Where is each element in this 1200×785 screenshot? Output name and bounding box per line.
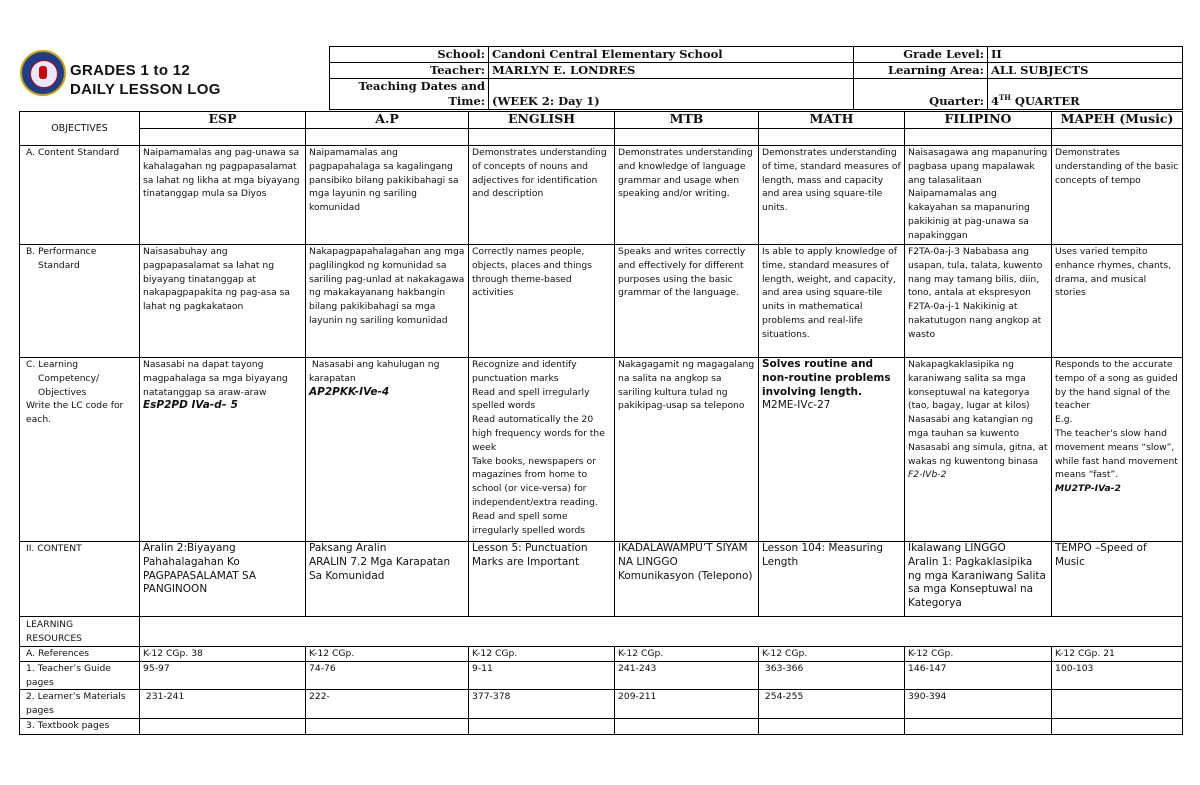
teacher-label: Teacher: <box>330 63 489 79</box>
learners-materials-english: 377-378 <box>469 690 615 719</box>
teachers-guide-esp: 95-97 <box>140 661 306 690</box>
learning-competency-esp-code: EsP2PD IVa-d– 5 <box>143 399 238 412</box>
references-filipino: K-12 CGp. <box>905 647 1052 662</box>
teacher-value: MARLYN E. LONDRES <box>489 63 854 79</box>
teaching-dates-label-line-2: Time: <box>448 94 485 108</box>
content-row <box>20 542 1183 617</box>
quarter-label: Quarter: <box>854 79 988 110</box>
performance-standard-english: Correctly names people, objects, places and things through theme-based activities <box>469 245 615 358</box>
teaching-dates-label-line-1: Teaching Dates and <box>358 79 485 93</box>
learning-competency-label <box>20 358 140 542</box>
textbook-ap <box>306 718 469 734</box>
grade-level-label: Grade Level: <box>854 47 988 63</box>
title-line-2: DAILY LESSON LOG <box>70 81 221 98</box>
learning-competency-esp-text: Nasasabi na dapat tayong magpahalaga sa mga biyayang natatanggap sa araw-araw <box>143 359 288 398</box>
learners-materials-mapeh <box>1052 690 1183 719</box>
performance-standard-label <box>20 245 140 358</box>
learning-competency-english: Recognize and identify punctuation marks Read and spell irregularly spelled words Read automatically the 20 high frequency words for the week Take books, newspapers or magazines from home to school (or vice-versa) for independent/extra reading. Read and spell some irregularly spelled words <box>469 358 615 542</box>
deped-seal-logo <box>20 50 66 96</box>
learning-competency-label-line-2: Competency/ <box>38 372 100 384</box>
learning-area-label: Learning Area: <box>854 63 988 79</box>
learners-materials-ap: 222- <box>306 690 469 719</box>
learning-competency-filipino <box>905 358 1052 542</box>
content-standard-esp: Naipamamalas ang pag-unawa sa kahalagahan ng pagpapasalamat sa lahat ng likha at mga biyayang tinatanggap mula sa Diyos <box>140 146 306 245</box>
teachers-guide-row <box>20 661 1183 690</box>
content-standard-mapeh: Demonstrates understanding of the basic concepts of tempo <box>1052 146 1183 245</box>
subject-math: MATH <box>759 112 905 129</box>
subject-filipino: FILIPINO <box>905 112 1052 129</box>
content-math: Lesson 104: Measuring Length <box>759 542 905 617</box>
quarter-superscript: TH <box>999 93 1011 103</box>
textbook-english <box>469 718 615 734</box>
learning-competency-row <box>20 358 1183 542</box>
references-math: K-12 CGp. <box>759 647 905 662</box>
learning-competency-math-code: M2ME-IVc-27 <box>762 399 831 412</box>
content-standard-mtb: Demonstrates understanding and knowledge of language grammar and usage when speaking and/or writing. <box>615 146 759 245</box>
teachers-guide-mtb: 241-243 <box>615 661 759 690</box>
learning-competency-mapeh-code: MU2TP-IVa-2 <box>1055 483 1121 495</box>
performance-standard-filipino: F2TA-0a-j-3 Nababasa ang usapan, tula, talata, kuwento nang may tamang bilis, diin, tono, antala at ekspresyon F2TA-0a-j-1 Nakikinig at nakatutugon nang angkop at wasto <box>905 245 1052 358</box>
references-english: K-12 CGp. <box>469 647 615 662</box>
content-standard-row <box>20 146 1183 245</box>
learning-competency-math-text: Solves routine and non-routine problems involving length. <box>762 358 891 398</box>
content-ap: Paksang Aralin ARALIN 7.2 Mga Karapatan Sa Komunidad <box>306 542 469 617</box>
learning-competency-label-line-4: Write the LC code for each. <box>26 400 124 426</box>
content-english: Lesson 5: Punctuation Marks are Important <box>469 542 615 617</box>
learning-competency-label-line-3: Objectives <box>38 386 87 398</box>
learning-competency-filipino-code: F2-IVb-2 <box>908 469 947 481</box>
school-value: Candoni Central Elementary School <box>489 47 854 63</box>
learning-resources-row <box>20 617 1183 647</box>
learning-resources-label-line-1: LEARNING <box>26 619 74 631</box>
learning-competency-math <box>759 358 905 542</box>
learners-materials-label <box>20 690 140 719</box>
document-title <box>70 61 221 99</box>
references-label: A. References <box>20 647 140 662</box>
subject-mapeh: MAPEH (Music) <box>1052 112 1183 129</box>
learning-competency-mapeh-text: Responds to the accurate tempo of a song as guided by the hand signal of the teacher E.g. The teacher's slow hand movement means “slow”, while fast hand movement means “fast”. <box>1055 359 1178 481</box>
teachers-guide-math: 363-366 <box>759 661 905 690</box>
learning-competency-mapeh <box>1052 358 1183 542</box>
learning-competency-ap <box>306 358 469 542</box>
content-standard-label: A. Content Standard <box>20 146 140 245</box>
learning-competency-mtb: Nakagagamit ng magagalang na salita na angkop sa sariling kultura tulad ng pakikipag-usap sa telepono <box>615 358 759 542</box>
content-standard-filipino: Naisasagawa ang mapanuring pagbasa upang mapalawak ang talasalitaan Naipamamalas ang kakayahan sa mapanuring pakikinig at pag-unawa sa napakinggan <box>905 146 1052 245</box>
references-row <box>20 647 1183 662</box>
content-label: II. CONTENT <box>20 542 140 617</box>
teachers-guide-english: 9-11 <box>469 661 615 690</box>
content-filipino: Ikalawang LINGGO Aralin 1: Pagkaklasipika ng mga Karaniwang Salita sa mga Konseptuwal na Kategorya <box>905 542 1052 617</box>
quarter-text: QUARTER <box>1010 94 1080 108</box>
quarter-value <box>988 79 1183 110</box>
references-mtb: K-12 CGp. <box>615 647 759 662</box>
subject-english: ENGLISH <box>469 112 615 129</box>
teachers-guide-label-line-2: pages <box>26 676 54 688</box>
school-label: School: <box>330 47 489 63</box>
content-standard-english: Demonstrates understanding of concepts of nouns and adjectives for identification and description <box>469 146 615 245</box>
lesson-log-table <box>19 111 1183 735</box>
performance-standard-ap: Nakapagpapahalagahan ang mga paglilingkod ng komunidad sa sariling pag-unlad at nakakagawa ng makakayanang hakbangin bilang pakikibahagi sa mga layunin ng sariling komunidad <box>306 245 469 358</box>
objectives-label: OBJECTIVES <box>20 112 140 146</box>
textbook-mtb <box>615 718 759 734</box>
header-info-table <box>329 46 1183 110</box>
learners-materials-row <box>20 690 1183 719</box>
learners-materials-math: 254-255 <box>759 690 905 719</box>
content-esp: Aralin 2:Biyayang Pahahalagahan Ko PAGPAPASALAMAT SA PANGINOON <box>140 542 306 617</box>
teachers-guide-filipino: 146-147 <box>905 661 1052 690</box>
learning-competency-ap-code: AP2PKK-IVe-4 <box>309 385 390 398</box>
learners-materials-mtb: 209-211 <box>615 690 759 719</box>
references-ap: K-12 CGp. <box>306 647 469 662</box>
performance-standard-label-line-1: B. Performance <box>26 246 97 257</box>
content-mtb: IKADALAWAMPU’T SIYAM NA LINGGO Komunikasyon (Telepono) <box>615 542 759 617</box>
teachers-guide-mapeh: 100-103 <box>1052 661 1183 690</box>
teachers-guide-label <box>20 661 140 690</box>
learning-resources-label <box>20 617 140 647</box>
teachers-guide-label-line-1: 1. Teacher’s Guide <box>26 662 111 674</box>
subject-ap: A.P <box>306 112 469 129</box>
performance-standard-esp: Naisasabuhay ang pagpapasalamat sa lahat ng biyayang tinatanggap at nakapagpapakita ng pag-asa sa lahat ng pagkakataon <box>140 245 306 358</box>
performance-standard-math: Is able to apply knowledge of time, standard measures of length, weight, and capacity, and area using square-tile units in mathematical problems and real-life situations. <box>759 245 905 358</box>
textbook-row <box>20 718 1183 734</box>
learners-materials-label-line-2: pages <box>26 705 54 717</box>
textbook-math <box>759 718 905 734</box>
grade-level-value: II <box>988 47 1183 63</box>
textbook-label: 3. Textbook pages <box>20 718 140 734</box>
learning-competency-esp <box>140 358 306 542</box>
content-standard-math: Demonstrates understanding of time, standard measures of length, mass and capacity and area using square-tile units. <box>759 146 905 245</box>
learning-competency-ap-text: Nasasabi ang kahulugan ng karapatan <box>309 359 443 384</box>
subjects-header-row <box>20 112 1183 129</box>
teachers-guide-ap: 74-76 <box>306 661 469 690</box>
learning-area-value: ALL SUBJECTS <box>988 63 1183 79</box>
textbook-filipino <box>905 718 1052 734</box>
performance-standard-label-line-2: Standard <box>38 259 80 271</box>
textbook-esp <box>140 718 306 734</box>
content-standard-ap: Naipamamalas ang pagpapahalaga sa kagalingang pansibiko bilang pakikibahagi sa mga layunin ng sariling komunidad <box>306 146 469 245</box>
title-line-1: GRADES 1 to 12 <box>70 62 191 79</box>
learners-materials-label-line-1: 2. Learner’s Materials <box>26 691 126 703</box>
references-esp: K-12 CGp. 38 <box>140 647 306 662</box>
content-mapeh: TEMPO –Speed of Music <box>1052 542 1183 617</box>
performance-standard-mtb: Speaks and writes correctly and effectively for different purposes using the basic grammar of the language. <box>615 245 759 358</box>
references-mapeh: K-12 CGp. 21 <box>1052 647 1183 662</box>
teaching-dates-value: (WEEK 2: Day 1) <box>489 79 854 110</box>
teaching-dates-label <box>330 79 489 110</box>
performance-standard-mapeh: Uses varied tempito enhance rhymes, chants, drama, and musical stories <box>1052 245 1183 358</box>
subject-esp: ESP <box>140 112 306 129</box>
blank-row <box>20 129 1183 146</box>
textbook-mapeh <box>1052 718 1183 734</box>
subject-mtb: MTB <box>615 112 759 129</box>
learning-resources-label-line-2: RESOURCES <box>26 633 82 645</box>
quarter-number: 4 <box>991 94 1000 108</box>
learners-materials-esp: 231-241 <box>140 690 306 719</box>
learning-competency-label-line-1: C. Learning <box>26 359 79 370</box>
performance-standard-row <box>20 245 1183 358</box>
learning-competency-filipino-text: Nakapagkaklasipika ng karaniwang salita sa mga konseptuwal na kategorya (tao, bagay, lugar at kilos) Nasasabi ang katangian ng mga tauhan sa kuwento Nasasabi ang simula, gitna, at wakas ng kuwentong binasa <box>908 359 1048 467</box>
learners-materials-filipino: 390-394 <box>905 690 1052 719</box>
